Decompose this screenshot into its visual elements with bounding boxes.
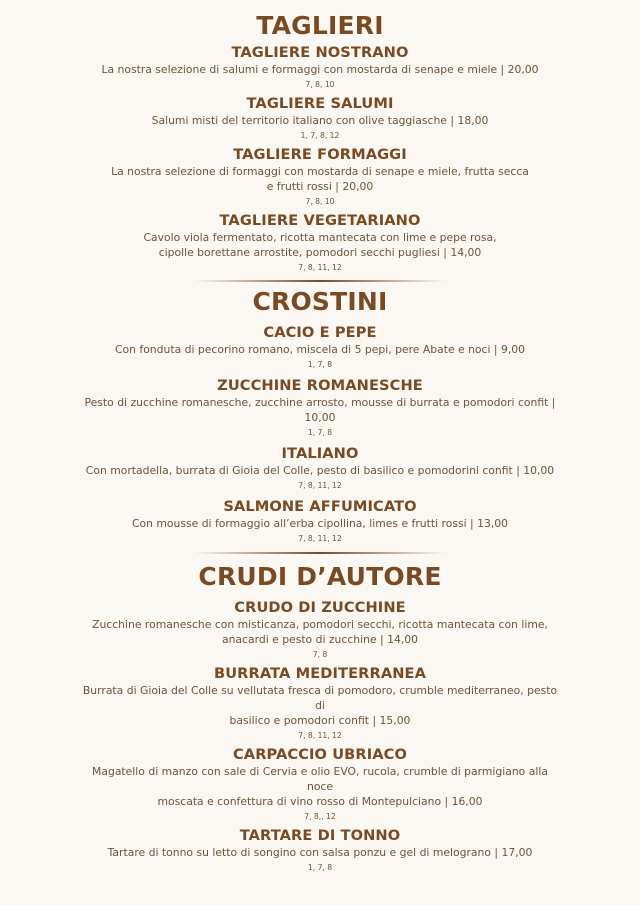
item-description: La nostra selezione di salumi e formaggi con mostarda di senape e miele | 20,00 — [101, 63, 539, 76]
item-description: Con mortadella, burrata di Gioia del Colle, pesto di basilico e pomodorini confit | 10,00 — [85, 464, 555, 477]
item-description: Pesto di zucchine romanesche, zucchine arrosto, mousse di burrata e pomodori confit | 10,00 — [84, 396, 556, 424]
menu-item — [0, 746, 640, 823]
item-allergens: 7, 8, 11, 12 — [298, 481, 342, 490]
section-title: CROSTINI — [252, 287, 388, 316]
item-name: TAGLIERE FORMAGGI — [233, 146, 407, 163]
item-allergens: 1, 7, 8 — [307, 428, 333, 437]
item-description: Cavolo viola fermentato, ricotta mantecata con lime e pepe rosa, cipolle borettane arrostite, pomodori secchi pugliesi | 14,00 — [143, 231, 497, 259]
item-description: La nostra selezione di formaggi con mostarda di senape e miele, frutta secca e frutti rossi | 20,00 — [111, 165, 529, 193]
item-allergens: 1, 7, 8 — [307, 863, 333, 872]
item-allergens: 7, 8, 10 — [305, 80, 335, 89]
section-title: TAGLIERI — [256, 11, 384, 40]
section-divider — [195, 280, 445, 282]
menu-item — [0, 44, 640, 91]
item-name: TAGLIERE SALUMI — [246, 95, 394, 112]
menu-item — [0, 498, 640, 545]
menu-item — [0, 599, 640, 661]
item-name: ITALIANO — [281, 445, 359, 462]
item-description: Con mousse di formaggio all’erba cipollina, limes e frutti rossi | 13,00 — [131, 517, 509, 530]
item-name: TAGLIERE VEGETARIANO — [219, 212, 421, 229]
item-allergens: 1, 7, 8, 12 — [300, 131, 340, 140]
menu-item — [0, 827, 640, 874]
menu-item — [0, 95, 640, 142]
section-crostini — [0, 285, 640, 545]
menu-item — [0, 665, 640, 742]
menu-item — [0, 146, 640, 208]
item-name: BURRATA MEDITERRANEA — [213, 665, 426, 682]
item-allergens: 7, 8, 11, 12 — [298, 731, 342, 740]
item-allergens: 7, 8, 11, 12 — [298, 263, 342, 272]
item-description: Burrata di Gioia del Colle su vellutata fresca di pomodoro, crumble mediterraneo, pesto di basilico e pomodori confit | 15,00 — [82, 684, 558, 727]
item-name: CACIO E PEPE — [263, 324, 377, 341]
item-name: CARPACCIO UBRIACO — [233, 746, 407, 763]
item-allergens: 7, 8, 10 — [305, 197, 335, 206]
item-allergens: 7, 8 — [312, 650, 328, 659]
menu-item — [0, 377, 640, 439]
section-taglieri — [0, 9, 640, 274]
menu-item — [0, 445, 640, 492]
section-crudi-d-autore — [0, 560, 640, 874]
item-name: CRUDO DI ZUCCHINE — [234, 599, 406, 616]
item-allergens: 7, 8,, 12 — [304, 812, 336, 821]
item-name: TARTARE DI TONNO — [239, 827, 401, 844]
section-title: CRUDI D’AUTORE — [198, 562, 442, 591]
item-name: ZUCCHINE ROMANESCHE — [217, 377, 423, 394]
item-name: SALMONE AFFUMICATO — [223, 498, 417, 515]
item-description: Zucchine romanesche con misticanza, pomodori secchi, ricotta mantecata con lime, anacardi e pesto di zucchine | 14,00 — [92, 618, 548, 646]
item-description: Salumi misti del territorio italiano con olive taggiasche | 18,00 — [151, 114, 489, 127]
item-allergens: 1, 7, 8 — [307, 360, 333, 369]
menu-item — [0, 212, 640, 274]
item-description: Tartare di tonno su letto di songino con salsa ponzu e gel di melograno | 17,00 — [107, 846, 533, 859]
menu-item — [0, 324, 640, 371]
item-name: TAGLIERE NOSTRANO — [231, 44, 409, 61]
item-description: Magatello di manzo con sale di Cervia e olio EVO, rucola, crumble di parmigiano alla noce moscata e confettura di vino rosso di Montepulciano | 16,00 — [92, 765, 548, 808]
item-description: Con fonduta di pecorino romano, miscela di 5 pepi, pere Abate e noci | 9,00 — [114, 343, 526, 356]
item-allergens: 7, 8, 11, 12 — [298, 534, 342, 543]
section-divider — [195, 552, 445, 554]
